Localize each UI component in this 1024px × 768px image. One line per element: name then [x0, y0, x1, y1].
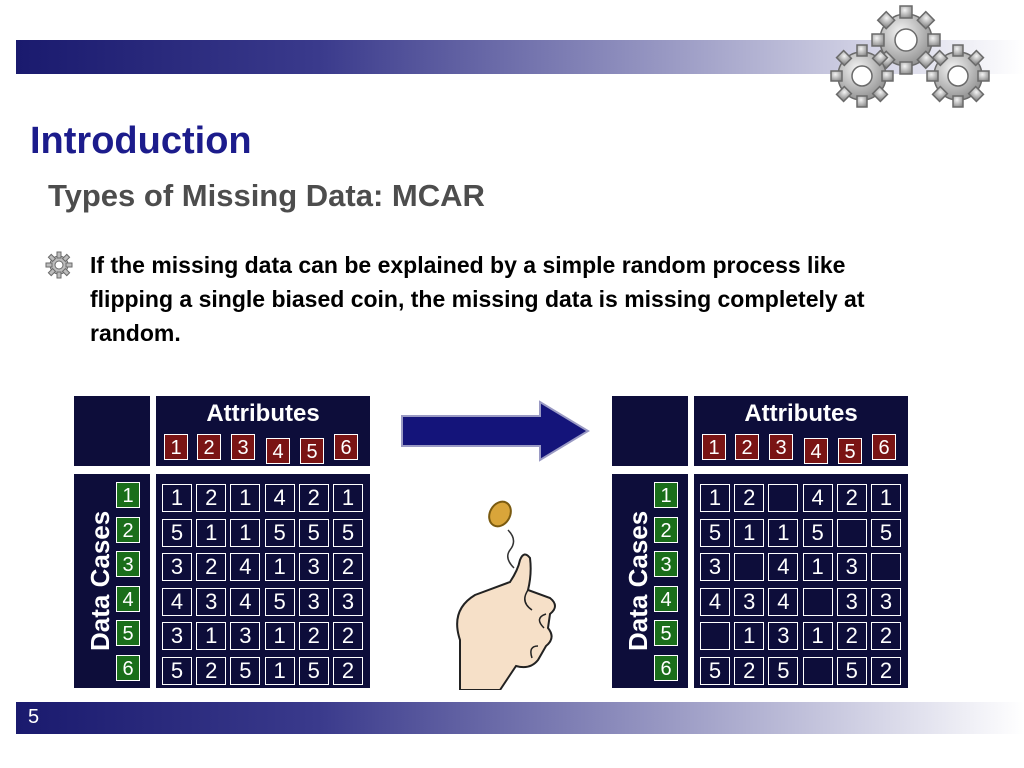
coin-flip-hand-icon: [420, 490, 580, 690]
case-label-cell: 1: [116, 482, 140, 508]
data-value-cell: 3: [734, 588, 764, 616]
left-cases-label: Data Cases: [85, 510, 115, 651]
case-label-cell: 5: [116, 620, 140, 646]
data-value-cell: 2: [837, 484, 867, 512]
case-label-cell: 2: [654, 517, 678, 543]
data-value-cell: 5: [230, 657, 260, 685]
data-value-cell: 1: [162, 484, 192, 512]
case-label-cell: 5: [654, 620, 678, 646]
data-value-cell: 1: [230, 484, 260, 512]
attribute-header-cell: 4: [266, 438, 290, 464]
data-value-cell: 5: [837, 657, 867, 685]
arrow-right-icon: [400, 400, 590, 462]
data-value-cell: 3: [871, 588, 901, 616]
case-label-cell: 3: [116, 551, 140, 577]
data-value-cell: 4: [230, 553, 260, 581]
missing-value-cell: [871, 553, 901, 581]
data-value-cell: 2: [734, 484, 764, 512]
data-value-cell: 3: [700, 553, 730, 581]
data-value-cell: 1: [265, 622, 295, 650]
data-value-cell: 2: [837, 622, 867, 650]
missing-value-cell: [734, 553, 764, 581]
attribute-header-cell: 1: [702, 434, 726, 460]
data-value-cell: 2: [299, 622, 329, 650]
data-value-cell: 4: [768, 588, 798, 616]
data-value-cell: 1: [265, 553, 295, 581]
data-value-cell: 4: [230, 588, 260, 616]
data-value-cell: 5: [768, 657, 798, 685]
data-value-cell: 2: [333, 657, 363, 685]
data-value-cell: 1: [265, 657, 295, 685]
missing-value-cell: [700, 622, 730, 650]
gears-icon: [826, 4, 996, 114]
data-value-cell: 4: [768, 553, 798, 581]
data-value-cell: 3: [162, 622, 192, 650]
case-label-cell: 6: [116, 655, 140, 681]
case-label-cell: 4: [654, 586, 678, 612]
slide-subtitle: Types of Missing Data: MCAR: [48, 178, 485, 213]
data-value-cell: 1: [734, 622, 764, 650]
data-value-cell: 5: [162, 657, 192, 685]
case-label-cell: 1: [654, 482, 678, 508]
case-label-cell: 6: [654, 655, 678, 681]
data-value-cell: 5: [265, 588, 295, 616]
data-value-cell: 1: [230, 519, 260, 547]
data-value-cell: 1: [803, 622, 833, 650]
data-value-cell: 4: [162, 588, 192, 616]
missing-value-cell: [803, 588, 833, 616]
data-value-cell: 5: [299, 519, 329, 547]
data-value-cell: 2: [299, 484, 329, 512]
attribute-header-cell: 6: [334, 434, 358, 460]
data-value-cell: 1: [196, 622, 226, 650]
slide-title: Introduction: [30, 120, 252, 162]
case-label-cell: 2: [116, 517, 140, 543]
data-value-cell: 3: [837, 553, 867, 581]
data-value-cell: 3: [837, 588, 867, 616]
data-value-cell: 5: [871, 519, 901, 547]
attribute-header-cell: 4: [804, 438, 828, 464]
data-value-cell: 4: [803, 484, 833, 512]
data-value-cell: 5: [700, 657, 730, 685]
data-value-cell: 5: [265, 519, 295, 547]
data-value-cell: 2: [196, 484, 226, 512]
data-value-cell: 2: [196, 553, 226, 581]
data-value-cell: 1: [734, 519, 764, 547]
data-value-cell: 2: [871, 657, 901, 685]
data-value-cell: 3: [333, 588, 363, 616]
gear-bullet-icon: [44, 250, 74, 280]
data-value-cell: 3: [299, 553, 329, 581]
right-corner-block: [612, 396, 688, 466]
data-value-cell: 2: [196, 657, 226, 685]
attribute-header-cell: 6: [872, 434, 896, 460]
data-value-cell: 3: [162, 553, 192, 581]
data-value-cell: 1: [768, 519, 798, 547]
data-value-cell: 3: [230, 622, 260, 650]
data-value-cell: 2: [871, 622, 901, 650]
data-value-cell: 2: [333, 622, 363, 650]
data-value-cell: 1: [333, 484, 363, 512]
data-value-cell: 1: [700, 484, 730, 512]
data-value-cell: 4: [700, 588, 730, 616]
attribute-header-cell: 2: [197, 434, 221, 460]
bullet-text: If the missing data can be explained by a simple random process like flipping a single biased coin, the missing data is missing completely at random.: [90, 252, 865, 346]
footer-bar: [16, 702, 1024, 734]
data-value-cell: 2: [333, 553, 363, 581]
right-attributes-label: Attributes: [744, 400, 858, 427]
page-number: 5: [28, 706, 40, 728]
data-value-cell: 4: [265, 484, 295, 512]
data-value-cell: 5: [803, 519, 833, 547]
attribute-header-cell: 5: [300, 438, 324, 464]
data-value-cell: 5: [333, 519, 363, 547]
missing-value-cell: [837, 519, 867, 547]
data-value-cell: 3: [196, 588, 226, 616]
attribute-header-cell: 3: [769, 434, 793, 460]
data-value-cell: 1: [803, 553, 833, 581]
data-value-cell: 3: [299, 588, 329, 616]
left-attributes-label: Attributes: [206, 400, 320, 427]
data-value-cell: 1: [196, 519, 226, 547]
right-cases-label: Data Cases: [623, 510, 653, 651]
left-corner-block: [74, 396, 150, 466]
data-value-cell: 5: [299, 657, 329, 685]
case-label-cell: 3: [654, 551, 678, 577]
missing-value-cell: [768, 484, 798, 512]
case-label-cell: 4: [116, 586, 140, 612]
data-value-cell: 3: [768, 622, 798, 650]
attribute-header-cell: 3: [231, 434, 255, 460]
missing-value-cell: [803, 657, 833, 685]
data-value-cell: 1: [871, 484, 901, 512]
attribute-header-cell: 1: [164, 434, 188, 460]
data-value-cell: 2: [734, 657, 764, 685]
attribute-header-cell: 5: [838, 438, 862, 464]
data-value-cell: 5: [162, 519, 192, 547]
attribute-header-cell: 2: [735, 434, 759, 460]
data-value-cell: 5: [700, 519, 730, 547]
